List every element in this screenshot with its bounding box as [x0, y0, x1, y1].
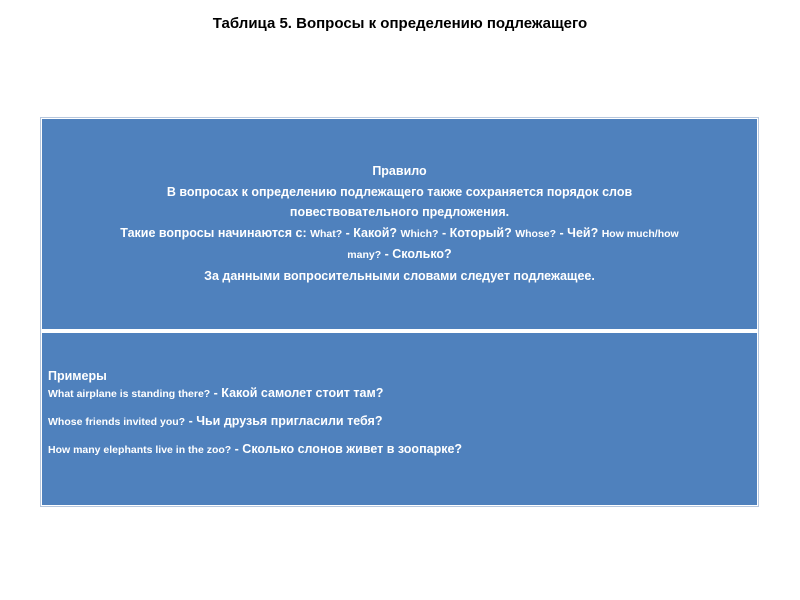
word-how-much: How much/how [601, 227, 679, 240]
rule-line-3-intro: Такие вопросы начинаются с: [120, 225, 311, 240]
example-russian: - Сколько слонов живет в зоопарке? [231, 442, 463, 456]
examples-heading: Примеры [48, 369, 107, 383]
rule-table [40, 117, 759, 507]
rule-line-1: В вопросах к определению подлежащего также сохраняется порядок слов [166, 184, 633, 199]
example-english: How many elephants live in the zoo? [48, 444, 232, 456]
page-title: Таблица 5. Вопросы к определению подлежащего [212, 15, 588, 32]
word-what: What? [310, 227, 343, 240]
rule-line-4 [42, 244, 757, 266]
translation-how-much: - Сколько? [381, 247, 452, 261]
example-item [48, 442, 757, 456]
translation-what: - Какой? [342, 225, 401, 240]
rule-heading: Правило [372, 164, 427, 178]
example-english: Whose friends invited you? [48, 416, 186, 428]
example-russian: - Чьи друзья пригласили тебя? [185, 414, 383, 428]
word-many: many? [347, 249, 382, 261]
word-whose: Whose? [515, 227, 557, 240]
example-russian: - Какой самолет стоит там? [210, 386, 384, 400]
translation-which: - Который? [438, 225, 516, 240]
word-which: Which? [400, 227, 439, 240]
translation-whose: - Чей? [556, 225, 602, 240]
rule-cell [42, 119, 757, 329]
rule-line-3 [42, 223, 757, 245]
example-item [48, 386, 757, 400]
rule-line-2: повествовательного предложения. [289, 205, 510, 219]
rule-line-5: За данными вопросительными словами следует подлежащее. [204, 268, 595, 283]
example-item [48, 414, 757, 428]
example-english: What airplane is standing there? [48, 388, 211, 400]
examples-cell [42, 333, 757, 505]
